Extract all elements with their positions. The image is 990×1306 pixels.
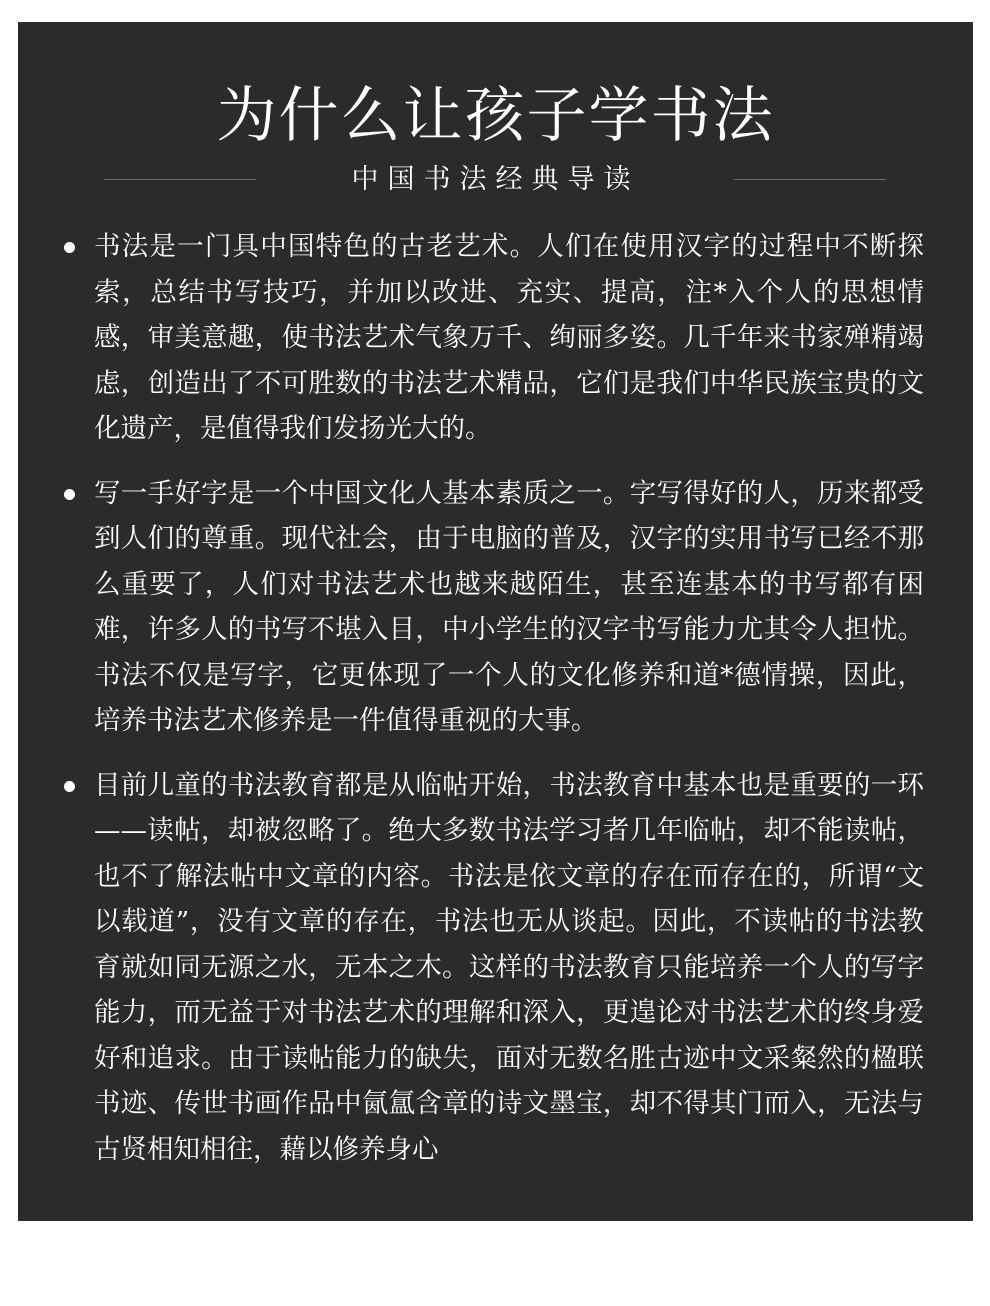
- paragraph-text: 书法是一门具中国特色的古老艺术。人们在使用汉字的过程中不断探索，总结书写技巧，并加以改进、充实、提高，注*入个人的思想情感，审美意趣，使书法艺术气象万千、绚丽多姿。几千年来书家殚精竭虑，创造出了不可胜数的书法艺术精品，它们是我们中华民族宝贵的文化遗产，是值得我们发扬光大的。: [94, 231, 924, 444]
- bullet-icon: [64, 781, 75, 792]
- bullet-icon: [64, 489, 75, 500]
- list-item: [94, 763, 924, 1173]
- paragraph-list: [94, 224, 924, 1191]
- subtitle-row: [18, 162, 973, 202]
- paragraph-text: 写一手好字是一个中国文化人基本素质之一。字写得好的人，历来都受到人们的尊重。现代社会，由于电脑的普及，汉字的实用书写已经不那么重要了，人们对书法艺术也越来越陌生，甚至连基本的书写都有困难，许多人的书写不堪入目，中小学生的汉字书写能力尤其令人担忧。书法不仅是写字，它更体现了一个人的文化修养和道*德情操，因此，培养书法艺术修养是一件值得重视的大事。: [94, 477, 924, 736]
- list-item: [94, 224, 924, 452]
- paragraph-text: 目前儿童的书法教育都是从临帖开始，书法教育中基本也是重要的一环——读帖，却被忽略了。绝大多数书法学习者几年临帖，却不能读帖，也不了解法帖中文章的内容。书法是依文章的存在而存在的，所谓“文以载道”，没有文章的存在，书法也无从谈起。因此，不读帖的书法教育就如同无源之水，无本之木。这样的书法教育只能培养一个人的写字能力，而无益于对书法艺术的理解和深入，更遑论对书法艺术的终身爱好和追求。由于读帖能力的缺失，面对无数名胜古迹中文采粲然的楹联书迹、传世书画作品中氤氲含章的诗文墨宝，却不得其门而入，无法与古贤相知相往，藉以修养身心: [94, 769, 924, 1165]
- bullet-icon: [64, 242, 75, 253]
- list-item: [94, 471, 924, 744]
- page-title: 为什么让孩子学书法: [216, 81, 775, 151]
- subtitle-divider-right: [734, 179, 886, 180]
- page-subtitle: 中国书法经典导读: [351, 164, 640, 195]
- article-panel: [18, 22, 973, 1221]
